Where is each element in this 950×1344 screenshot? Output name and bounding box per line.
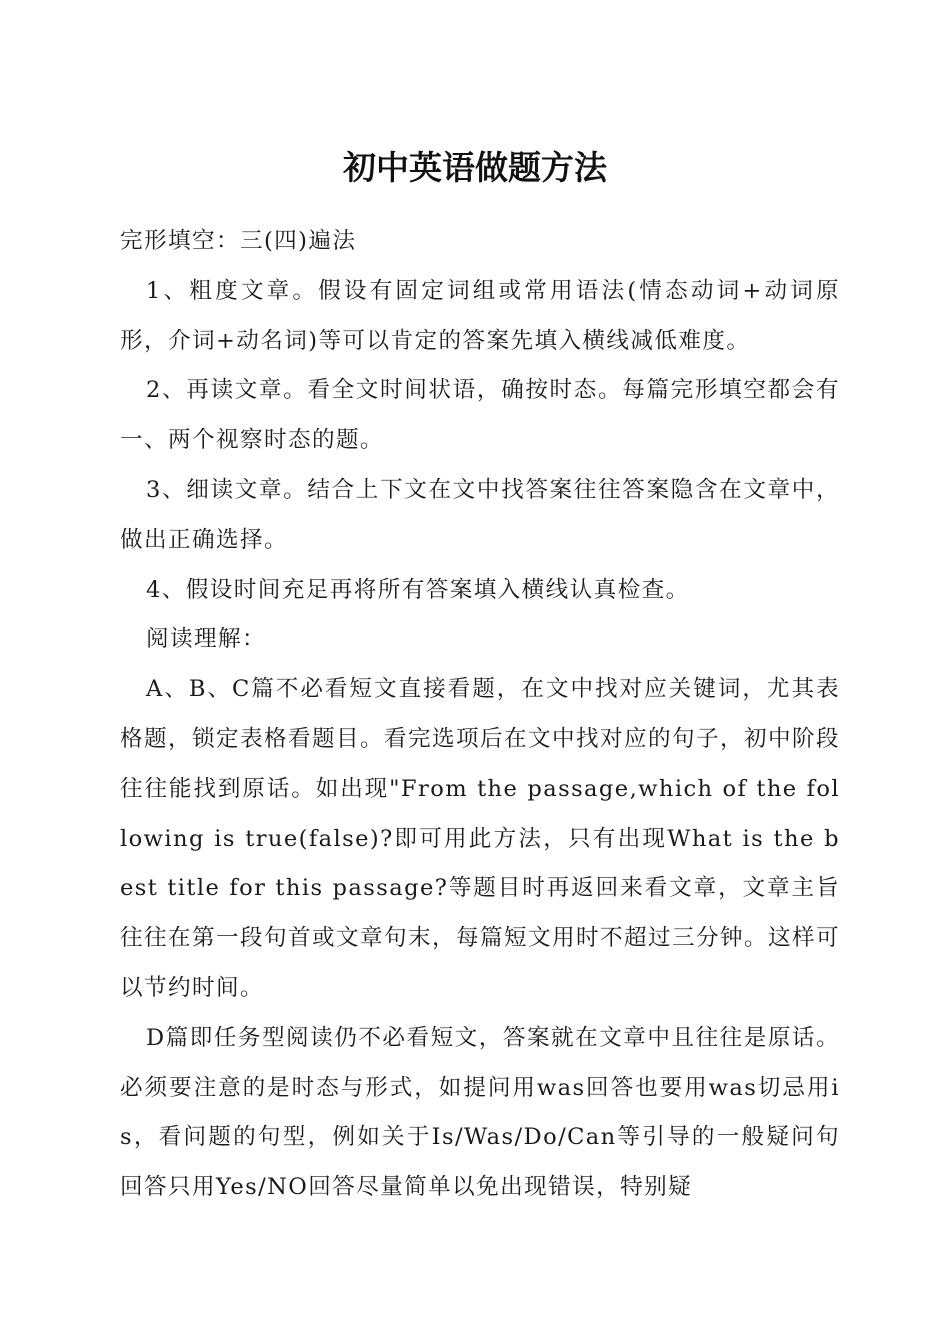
- paragraph-cloze-step-3: 3、细读文章。结合上下文在文中找答案往往答案隐含在文章中，做出正确选择。: [120, 476, 840, 553]
- paragraph-reading-abc: A、B、C篇不必看短文直接看题，在文中找对应关键词，尤其表格题，锁定表格看题目。看完选项后在文中找对应的句子，初中阶段往往能找到原话。如出现"From the passage,which of the following is true(false)?即可用此方法，只有出现What is the best title for this passage?等题目时再返回来看文章，文章主旨往往在第一段句首或文章句末，每篇短文用时不超过三分钟。这样可以节约时间。: [120, 676, 840, 1001]
- document-title: 初中英语做题方法: [343, 148, 607, 187]
- paragraph-cloze-step-1: 1、粗度文章。假设有固定词组或常用语法(情态动词+动词原形，介词+动名词)等可以肯定的答案先填入横线减低难度。: [120, 277, 840, 354]
- document-body: [120, 217, 840, 1213]
- paragraph-cloze-step-4: 4、假设时间充足再将所有答案填入横线认真检查。: [146, 576, 690, 603]
- paragraph-reading-d: D篇即任务型阅读仍不必看短文，答案就在文章中且往往是原话。必须要注意的是时态与形式，如提问用was回答也要用was切忌用is，看问题的句型，例如关于Is/Was/Do/Can等引导的一般疑问句回答只用Yes/NO回答尽量简单以免出现错误，特别疑: [120, 1024, 840, 1201]
- paragraph-cloze-step-2: 2、再读文章。看全文时间状语，确按时态。每篇完形填空都会有一、两个视察时态的题。: [120, 377, 840, 454]
- section-heading-cloze: 完形填空：三(四)遍法: [120, 228, 357, 254]
- section-heading-reading: 阅读理解：: [146, 626, 266, 653]
